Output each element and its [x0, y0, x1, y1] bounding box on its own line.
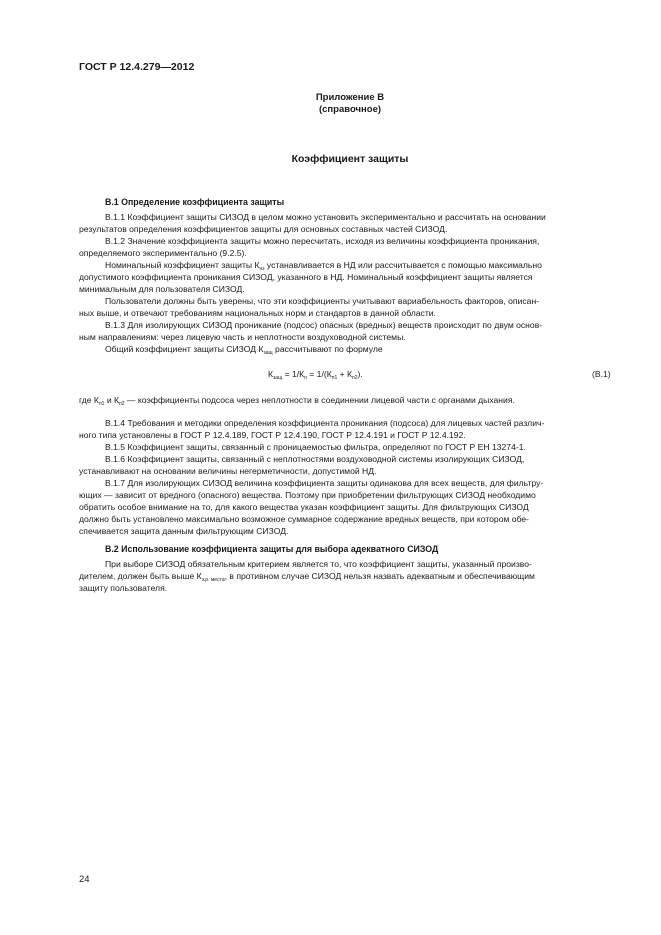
paragraph-line: должно быть установлено максимально возможное суммарное содержание вредных веществ, при котором обе-: [79, 514, 530, 524]
paragraph-line: При выборе СИЗОД обязательным критерием является то, что коэффициент защиты, указанный произво-: [105, 559, 532, 569]
paragraph-line: обратить особое внимание на то, для какого вещества указан коэффициент защиты. Для фильтрующих СИЗОД: [79, 502, 529, 512]
paragraph-line: В.1.7 Для изолирующих СИЗОД величина коэффициента защиты одинакова для всех веществ, для фильтру-: [105, 478, 544, 488]
page-number: 24: [79, 874, 90, 885]
paragraph-line: Номинальный коэффициент защиты $К_{нз}$ устанавливается в НД или рассчитывается с помощью максимально: [105, 260, 542, 272]
paragraph-line: дителем, должен быть выше $К_{з.р. места}$, в противном случае СИЗОД нельзя назвать адекватным и обеспечивающим: [79, 571, 535, 583]
paragraph-line: В.1.6 Коэффициент защиты, связанный с неплотностями воздуховодной системы изолирующих СИЗОД,: [105, 454, 525, 464]
section-heading-b1: В.1 Определение коэффициента защиты: [105, 197, 285, 207]
paragraph-line: В.1.5 Коэффициент защиты, связанный с проницаемостью фильтра, определяют по ГОСТ Р ЕН 13274-1.: [105, 442, 526, 452]
section-heading-b2: В.2 Использование коэффициента защиты для выбора адекватного СИЗОД: [105, 544, 439, 554]
paragraph-line: ного типа установлены в ГОСТ Р 12.4.189, ГОСТ Р 12.4.190, ГОСТ Р 12.4.191 и ГОСТ Р 12.4.192.: [79, 430, 466, 440]
paragraph-line: минимальным для пользователя СИЗОД.: [79, 284, 245, 294]
paragraph-line: В.1.4 Требования и методики определения коэффициента проникания (подсоса) для лицевых частей различ-: [105, 418, 545, 428]
paragraph-line: Общий коэффициент защиты СИЗОД $К_{защ}$ рассчитывают по формуле: [105, 344, 383, 356]
paragraph-line: ным направлениям: через лицевую часть и неплотности воздуховодной системы.: [79, 332, 406, 342]
paragraph-line: В.1.1 Коэффициент защиты СИЗОД в целом можно установить экспериментально и рассчитать на основании: [105, 212, 546, 222]
appendix-subtitle: (справочное): [318, 104, 382, 115]
paragraph-line: ных выше, и отвечают требованиям национальных норм и стандартов в данной области.: [79, 308, 436, 318]
paragraph-line: спечивается защита данным фильтрующим СИЗОД.: [79, 526, 289, 536]
paragraph-line: определяемого экспериментально (9.2.5).: [79, 248, 247, 258]
paragraph-line: где $К_{п1}$ и $К_{п2}$ — коэффициенты подсоса через неплотности в соединении лицевой части с органами дыхания.: [79, 395, 515, 407]
paragraph-line: допустимого коэффициента проникания СИЗОД, указанного в НД. Номинальный коэффициент защиты является: [79, 272, 533, 282]
formula-b1: $К_{защ} = 1/К_п = 1/(К_{п1} + К_{п2})$.: [268, 369, 363, 381]
appendix-title: Приложение В: [315, 92, 385, 103]
paragraph-line: В.1.3 Для изолирующих СИЗОД проникание (подсос) опасных (вредных) веществ происходит по двум основ-: [105, 320, 543, 330]
paragraph-line: результатов определения коэффициентов защиты для основных составных частей СИЗОД.: [79, 224, 448, 234]
page-title: Коэффициент защиты: [291, 153, 409, 165]
paragraph-line: защиту пользователя.: [79, 583, 168, 593]
formula-number: (В.1): [592, 369, 611, 379]
paragraph-line: В.1.2 Значение коэффициента защиты можно пересчитать, исходя из величины коэффициента проникания,: [105, 236, 540, 246]
paragraph-line: ющих — зависит от вредного (опасного) вещества. Поэтому при приобретении фильтрующих СИЗОД необходимо: [79, 490, 536, 500]
paragraph-line: устанавливают на основании величины негерметичности, допустимой НД.: [79, 466, 377, 476]
standard-header: ГОСТ Р 12.4.279—2012: [79, 61, 195, 73]
paragraph-line: Пользователи должны быть уверены, что эти коэффициенты учитывают вариабельность факторов, описан-: [105, 296, 540, 306]
